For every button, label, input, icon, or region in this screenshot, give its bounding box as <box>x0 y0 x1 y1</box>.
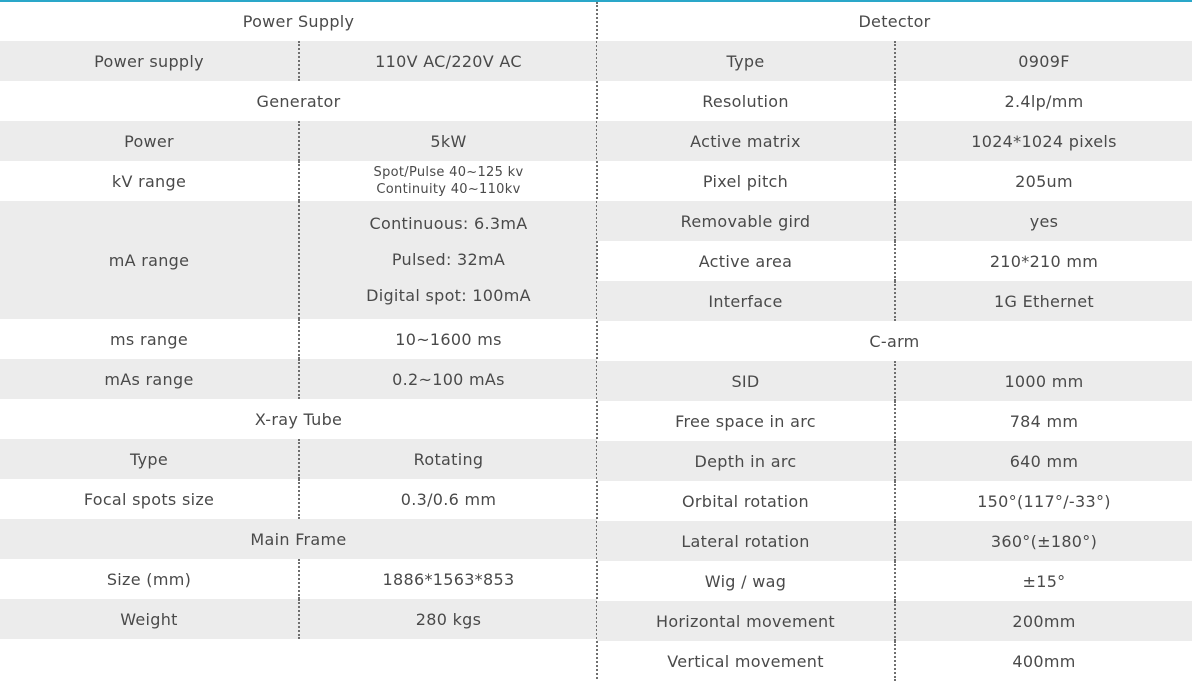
spec-row-power-supply <box>0 41 597 81</box>
spec-value: 110V AC/220V AC <box>298 41 597 81</box>
section-title: Detector <box>858 12 931 31</box>
spec-value-line: Digital spot: 100mA <box>366 286 531 305</box>
spec-label: Free space in arc <box>675 411 816 431</box>
spec-value: 360°(±180°) <box>894 521 1192 561</box>
section-title: Main Frame <box>250 529 347 549</box>
spec-label: Active matrix <box>690 131 801 151</box>
spec-value: 0909F <box>894 41 1192 81</box>
spec-row-free-space <box>597 401 1192 441</box>
spec-value: yes <box>894 201 1192 241</box>
spec-value: 200mm <box>894 601 1192 641</box>
spec-value-line: Continuity 40~110kv <box>376 182 521 197</box>
spec-row-resolution <box>597 81 1192 121</box>
spec-label: Horizontal movement <box>655 611 835 631</box>
section-title: Generator <box>256 91 341 111</box>
section-header-xray-tube <box>0 399 597 439</box>
spec-value: 5kW <box>298 121 597 161</box>
spec-row-lateral-rotation <box>597 521 1192 561</box>
spec-label: Active area <box>698 251 793 271</box>
section-header-generator <box>0 81 597 121</box>
spec-value: 10~1600 ms <box>298 319 597 359</box>
spec-value: 1G Ethernet <box>894 281 1192 321</box>
spec-value: 1886*1563*853 <box>298 559 597 599</box>
spec-row-depth-in-arc <box>597 441 1192 481</box>
spec-value: Rotating <box>298 439 597 479</box>
spec-label: Weight <box>120 609 178 629</box>
spec-label: mA range <box>108 250 190 270</box>
spec-row-active-matrix <box>597 121 1192 161</box>
spec-value: 210*210 mm <box>894 241 1192 281</box>
spec-row-orbital-rotation <box>597 481 1192 521</box>
spec-row-detector-type <box>597 41 1192 81</box>
spec-value: 0.2~100 mAs <box>298 359 597 399</box>
spec-label: kV range <box>111 171 187 191</box>
spec-value: 784 mm <box>894 401 1192 441</box>
spec-label: Pixel pitch <box>702 171 789 191</box>
spec-label: Resolution <box>702 91 789 111</box>
spec-value-multiline <box>298 161 597 201</box>
section-header-detector <box>597 2 1192 41</box>
spec-label: mAs range <box>104 369 194 389</box>
spec-row-pixel-pitch <box>597 161 1192 201</box>
section-header-c-arm <box>597 321 1192 361</box>
spec-row-active-area <box>597 241 1192 281</box>
spec-value: 0.3/0.6 mm <box>298 479 597 519</box>
spec-value-multiline <box>298 201 597 319</box>
spec-row-sid <box>597 361 1192 401</box>
spec-label: Interface <box>708 291 783 311</box>
spec-value: 150°(117°/-33°) <box>894 481 1192 521</box>
spec-row-vertical-movement <box>597 641 1192 681</box>
spec-label: Lateral rotation <box>681 531 810 551</box>
right-spec-column <box>597 2 1192 681</box>
spec-label: SID <box>731 371 760 391</box>
section-header-main-frame <box>0 519 597 559</box>
spec-row-ms-range <box>0 319 597 359</box>
spec-row-mas-range <box>0 359 597 399</box>
section-title: X-ray Tube <box>254 409 343 429</box>
spec-label: Wig / wag <box>704 571 787 591</box>
section-title: Power Supply <box>242 12 355 31</box>
section-header-power-supply <box>0 2 597 41</box>
spec-row-tube-type <box>0 439 597 479</box>
spec-row-interface <box>597 281 1192 321</box>
spec-value: 400mm <box>894 641 1192 681</box>
spec-label: Removable gird <box>680 211 811 231</box>
spec-label: Size (mm) <box>106 569 192 589</box>
spec-row-ma-range <box>0 201 597 319</box>
spec-value-line: Spot/Pulse 40~125 kv <box>373 165 524 180</box>
spec-label: ms range <box>110 329 188 349</box>
spec-label: Type <box>130 449 168 469</box>
spec-row-removable-grid <box>597 201 1192 241</box>
spec-row-weight <box>0 599 597 639</box>
spec-label: Orbital rotation <box>682 491 809 511</box>
spec-label: Vertical movement <box>667 651 824 671</box>
spec-value-line: Pulsed: 32mA <box>391 250 506 269</box>
spec-value: 1000 mm <box>894 361 1192 401</box>
spec-value: 280 kgs <box>298 599 597 639</box>
spec-label: Power supply <box>94 51 204 71</box>
spec-value: 205um <box>894 161 1192 201</box>
spec-row-power <box>0 121 597 161</box>
spec-value: ±15° <box>894 561 1192 601</box>
spec-row-focal-spots <box>0 479 597 519</box>
spec-row-size <box>0 559 597 599</box>
spec-value: 640 mm <box>894 441 1192 481</box>
spec-row-kv-range <box>0 161 597 201</box>
spec-value-line: Continuous: 6.3mA <box>369 214 528 233</box>
left-spec-column <box>0 2 597 639</box>
spec-label: Depth in arc <box>694 451 797 471</box>
spec-value: 2.4lp/mm <box>894 81 1192 121</box>
spec-row-horizontal-movement <box>597 601 1192 641</box>
section-title: C-arm <box>869 331 920 351</box>
spec-value: 1024*1024 pixels <box>894 121 1192 161</box>
spec-label: Power <box>124 131 174 151</box>
spec-label: Focal spots size <box>83 489 215 509</box>
spec-row-wig-wag <box>597 561 1192 601</box>
spec-label: Type <box>726 51 765 71</box>
